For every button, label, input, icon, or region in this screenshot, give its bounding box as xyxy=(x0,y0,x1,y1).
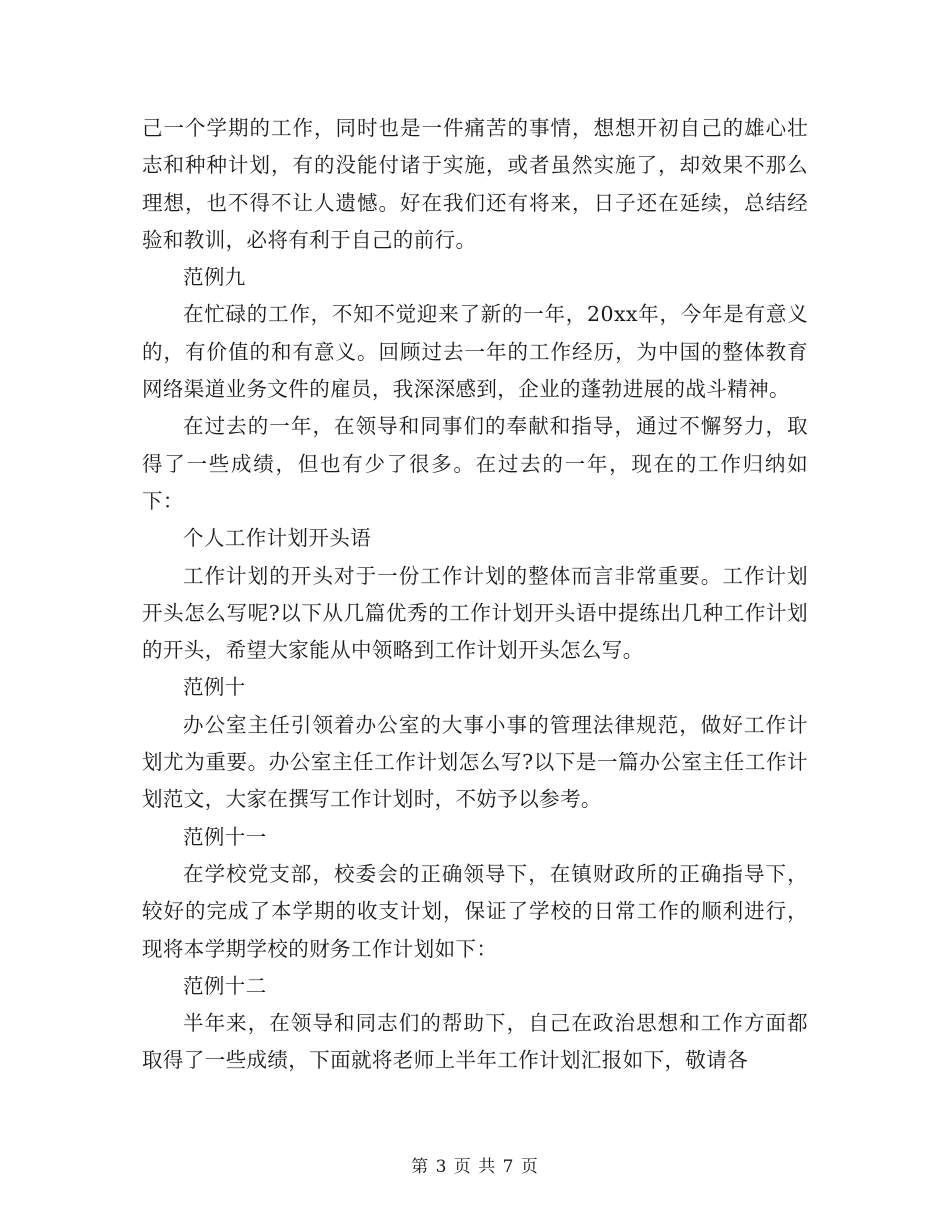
page-number-total: 7 xyxy=(502,1157,515,1177)
page-number-prefix: 第 xyxy=(411,1157,430,1177)
section-heading-example-9: 范例九 xyxy=(183,265,246,290)
document-body xyxy=(142,110,808,1080)
paragraph: 半年来，在领导和同志们的帮助下，自己在政治思想和工作方面都取得了一些成绩，下面就将老师上半年工作计划汇报如下，敬请各 xyxy=(142,1011,808,1073)
paragraph: 办公室主任引领着办公室的大事小事的管理法律规范，做好工作计划尤为重要。办公室主任工作计划怎么写?以下是一篇办公室主任工作计划范文，大家在撰写工作计划时，不妨予以参考。 xyxy=(142,712,808,812)
paragraph: 在忙碌的工作，不知不觉迎来了新的一年，20xx年，今年是有意义的，有价值的和有意义。回顾过去一年的工作经历，为中国的整体教育网络渠道业务文件的雇员，我深深感到，企业的蓬勃进展的战斗精神。 xyxy=(142,302,808,402)
page-number-current: 3 xyxy=(435,1157,448,1177)
paragraph: 在过去的一年，在领导和同事们的奉献和指导，通过不懈努力，取得了一些成绩，但也有少了很多。在过去的一年，现在的工作归纳如下： xyxy=(142,414,808,513)
section-heading-example-11: 范例十一 xyxy=(183,824,267,849)
section-heading-example-10: 范例十 xyxy=(183,675,246,700)
page-number-suffix: 页 xyxy=(520,1157,539,1177)
paragraph-continuation: 己一个学期的工作，同时也是一件痛苦的事情，想想开初自己的雄心壮志和种种计划，有的没能付诸于实施，或者虽然实施了，却效果不那么理想，也不得不让人遗憾。好在我们还有将来，日子还在延续，总结经验和教训，必将有利于自己的前行。 xyxy=(142,116,808,252)
page-footer xyxy=(0,1152,950,1177)
section-heading-plan-opening: 个人工作计划开头语 xyxy=(183,526,372,551)
page-number-middle: 页 共 xyxy=(453,1157,497,1177)
section-heading-example-12: 范例十二 xyxy=(183,973,267,998)
paragraph: 在学校党支部，校委会的正确领导下，在镇财政所的正确指导下，较好的完成了本学期的收支计划，保证了学校的日常工作的顺利进行，现将本学期学校的财务工作计划如下： xyxy=(142,861,808,961)
paragraph: 工作计划的开头对于一份工作计划的整体而言非常重要。工作计划开头怎么写呢?以下从几篇优秀的工作计划开头语中提练出几种工作计划的开头，希望大家能从中领略到工作计划开头怎么写。 xyxy=(142,563,808,663)
